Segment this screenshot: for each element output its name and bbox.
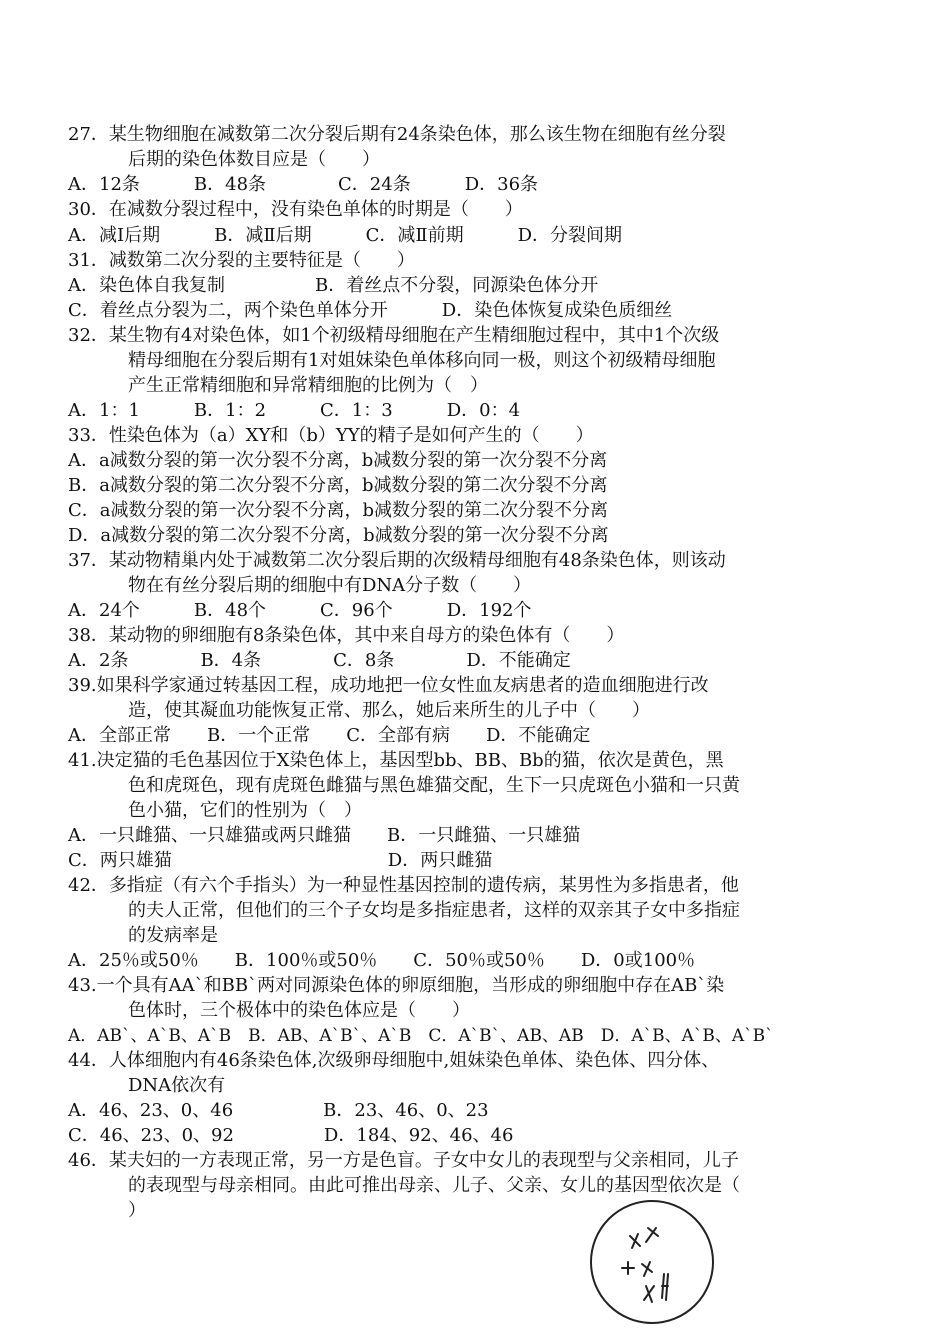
q46-line-3: ） bbox=[128, 1200, 146, 1221]
q46-line-1: 46．某夫妇的一方表现正常，另一方是色盲。子女中女儿的表现型与父亲相同，儿子 bbox=[68, 1150, 739, 1171]
q39-options: A．全部正常 B．一个正常 C．全部有病 D．不能确定 bbox=[68, 725, 591, 746]
q41-line-2: 色和虎斑色，现有虎斑色雌猫与黑色雄猫交配，生下一只虎斑色小猫和一只黄 bbox=[128, 775, 740, 796]
chromosomes bbox=[622, 1228, 668, 1302]
q33-option-d: D．a减数分裂的第二次分裂不分离，b减数分裂的第一次分裂不分离 bbox=[68, 525, 609, 546]
q41-options-1: A．一只雌猫、一只雄猫或两只雌猫 B．一只雌猫、一只雄猫 bbox=[68, 825, 581, 846]
q30-options: A．减Ⅰ后期 B．减Ⅱ后期 C．减Ⅱ前期 D．分裂间期 bbox=[68, 225, 623, 246]
q42-options: A．25％或50％ B．100％或50％ C．50％或50％ D．0或100％ bbox=[68, 950, 696, 971]
q44-options-1: A．46、23、0、46 B．23、46、0、23 bbox=[68, 1100, 489, 1121]
q27-line-2: 后期的染色体数目应是（ ） bbox=[128, 149, 380, 170]
q43-line-2: 色体时，三个极体中的染色体应是（ ） bbox=[128, 1000, 470, 1021]
q33-line-1: 33．性染色体为（a）XY和（b）YY的精子是如何产生的（ ） bbox=[68, 425, 594, 446]
q44-line-1: 44．人体细胞内有46条染色体,次级卵母细胞中,姐妹染色单体、染色体、四分体、 bbox=[68, 1050, 720, 1071]
q30-line-1: 30．在减数分裂过程中，没有染色单体的时期是（ ） bbox=[68, 199, 523, 220]
q46-line-2: 的表现型与母亲相同。由此可推出母亲、儿子、父亲、女儿的基因型依次是（ bbox=[128, 1175, 740, 1196]
q33-option-c: C．a减数分裂的第一次分裂不分离，b减数分裂的第二次分裂不分离 bbox=[68, 500, 609, 521]
q42-line-2: 的夫人正常，但他们的三个子女均是多指症患者，这样的双亲其子女中多指症 bbox=[128, 900, 740, 921]
q41-line-3: 色小猫，它们的性别为（ ） bbox=[128, 800, 362, 821]
q37-line-2: 物在有丝分裂后期的细胞中有DNA分子数（ ） bbox=[128, 575, 532, 596]
q39-line-1: 39.如果科学家通过转基因工程，成功地把一位女性血友病患者的造血细胞进行改 bbox=[68, 675, 709, 696]
q31-options-2: C．着丝点分裂为二，两个染色单体分开 D．染色体恢复成染色质细丝 bbox=[68, 300, 673, 321]
q38-options: A．2条 B．4条 C．8条 D．不能确定 bbox=[68, 650, 571, 671]
q32-line-3: 产生正常精细胞和异常精细胞的比例为（ ） bbox=[128, 375, 488, 396]
q43-line-1: 43.一个具有AA`和BB`两对同源染色体的卵原细胞，当形成的卵细胞中存在AB`染 bbox=[68, 975, 725, 996]
q27-options: A．12条 B．48条 C．24条 D．36条 bbox=[68, 174, 539, 195]
q43-options: A．AB`、A`B、A`B B．AB、A`B`、A`B C．A`B`、AB、AB D．A`B、A`B、A`B` bbox=[68, 1026, 774, 1046]
q41-options-2: C．两只雄猫 D．两只雌猫 bbox=[68, 850, 493, 871]
q33-option-a: A．a减数分裂的第一次分裂不分离，b减数分裂的第一次分裂不分离 bbox=[68, 450, 608, 471]
q42-line-3: 的发病率是 bbox=[128, 925, 218, 946]
q31-options-1: A．染色体自我复制 B．着丝点不分裂，同源染色体分开 bbox=[68, 275, 599, 296]
cell-division-figure bbox=[588, 1198, 716, 1326]
q42-line-1: 42．多指症（有六个手指头）为一种显性基因控制的遗传病，某男性为多指患者，他 bbox=[68, 875, 739, 896]
chromosome bbox=[662, 1274, 668, 1300]
chromosome bbox=[630, 1234, 640, 1248]
q32-options: A．1：1 B．1：2 C．1：3 D．0：4 bbox=[68, 400, 521, 421]
chromosome bbox=[646, 1228, 658, 1242]
q37-options: A．24个 B．48个 C．96个 D．192个 bbox=[68, 600, 532, 621]
q32-line-1: 32．某生物有4对染色体，如1个初级精母细胞在产生精细胞过程中，其中1个次级 bbox=[68, 325, 720, 346]
q44-options-2: C．46、23、0、92 D．184、92、46、46 bbox=[68, 1125, 514, 1146]
cell-membrane bbox=[591, 1201, 713, 1323]
q44-line-2: DNA依次有 bbox=[128, 1075, 226, 1096]
q39-line-2: 造，使其凝血功能恢复正常、那么，她后来所生的儿子中（ ） bbox=[128, 700, 650, 721]
q38-line-1: 38．某动物的卵细胞有8条染色体，其中来自母方的染色体有（ ） bbox=[68, 625, 625, 646]
q31-line-1: 31．减数第二次分裂的主要特征是（ ） bbox=[68, 250, 415, 271]
q33-option-b: B．a减数分裂的第二次分裂不分离，b减数分裂的第二次分裂不分离 bbox=[68, 475, 608, 496]
q32-line-2: 精母细胞在分裂后期有1对姐妹染色单体移向同一极，则这个初级精母细胞 bbox=[128, 350, 716, 371]
q27-line-1: 27．某生物细胞在减数第二次分裂后期有24条染色体，那么该生物在细胞有丝分裂 bbox=[68, 124, 726, 145]
chromosome bbox=[622, 1262, 634, 1274]
q37-line-1: 37．某动物精巢内处于减数第二次分裂后期的次级精母细胞有48条染色体，则该动 bbox=[68, 550, 726, 571]
q41-line-1: 41.决定猫的毛色基因位于X染色体上，基因型bb、BB、Bb的猫，依次是黄色，黑 bbox=[68, 750, 724, 771]
chromosome bbox=[642, 1262, 652, 1276]
chromosome bbox=[644, 1286, 654, 1302]
